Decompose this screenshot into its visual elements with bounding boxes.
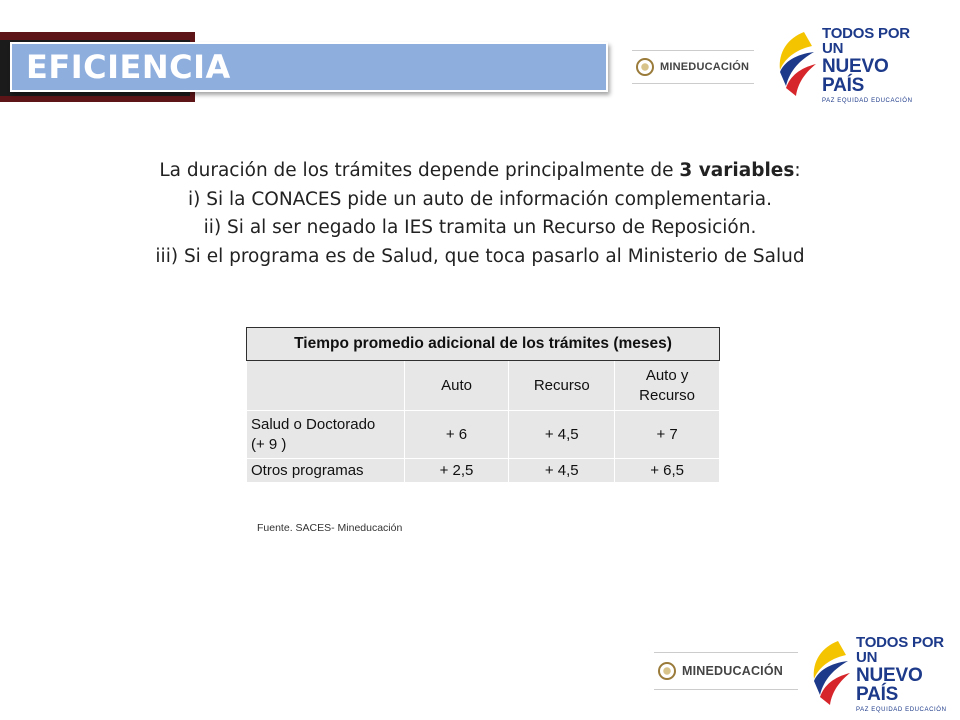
- intro-text: [30, 157, 930, 271]
- colombia-seal-icon: [636, 58, 654, 76]
- intro-lead-bold: 3 variables: [679, 160, 795, 181]
- todos-por-un-nuevo-pais-logo: [774, 25, 924, 104]
- todos-logo-line1: TODOS POR UN: [856, 634, 944, 666]
- table-cell-auto-recurso: + 6,5: [615, 459, 720, 483]
- intro-lead: [30, 157, 930, 186]
- table-header-auto-recurso-line2: Recurso: [639, 386, 696, 404]
- table-row: [247, 411, 720, 459]
- table-header-auto-recurso-line1: Auto y: [645, 366, 689, 384]
- page-title: EFICIENCIA: [26, 48, 231, 86]
- table-cell-auto: + 2,5: [404, 459, 509, 483]
- todos-por-un-nuevo-pais-logo-footer: [808, 634, 958, 713]
- table-cell-auto-recurso: + 7: [615, 411, 720, 459]
- table-cell-recurso: + 4,5: [509, 411, 615, 459]
- source-note: Fuente. SACES- Mineducación: [257, 522, 403, 534]
- intro-lead-colon: :: [794, 160, 801, 181]
- table-header-row: [247, 361, 720, 411]
- intro-item-2: ii) Si al ser negado la IES tramita un Recurso de Reposición.: [203, 217, 757, 238]
- table-header-empty: [247, 361, 405, 411]
- colombia-seal-icon: [658, 662, 676, 680]
- table-row-label: Otros programas: [247, 459, 405, 483]
- todos-logo-line1: TODOS POR UN: [822, 25, 910, 57]
- intro-lead-text: La duración de los trámites depende principalmente de: [159, 160, 680, 181]
- table-cell-auto: + 6: [404, 411, 509, 459]
- table-cell-recurso: + 4,5: [509, 459, 615, 483]
- mineducacion-logo-text: MINEDUCACIÓN: [660, 61, 750, 73]
- table-row-label-line1: Salud o Doctorado: [251, 415, 376, 433]
- table-title: Tiempo promedio adicional de los trámites (meses): [247, 328, 720, 361]
- mineducacion-logo: [632, 50, 754, 84]
- table-header-auto-recurso: [615, 361, 720, 411]
- intro-item-3: iii) Si el programa es de Salud, que toca pasarlo al Ministerio de Salud: [155, 245, 805, 267]
- todos-logo-line2: NUEVO PAÍS: [856, 665, 923, 705]
- table-row-label: [247, 411, 405, 459]
- table-header-recurso: Recurso: [509, 361, 615, 411]
- table-row-label-line2: (+ 9 ): [251, 435, 287, 453]
- table-row: [247, 459, 720, 483]
- table-header-auto: Auto: [404, 361, 509, 411]
- todos-logo-line3: PAZ EQUIDAD EDUCACIÓN: [822, 98, 913, 104]
- intro-item-1: i) Si la CONACES pide un auto de información complementaria.: [187, 188, 772, 210]
- processing-time-table: [246, 327, 720, 483]
- todos-logo-line2: NUEVO PAÍS: [822, 56, 889, 96]
- mineducacion-logo-footer: [654, 652, 798, 690]
- flag-swoosh-icon: [808, 639, 854, 709]
- mineducacion-logo-text: MINEDUCACIÓN: [682, 664, 784, 678]
- todos-logo-line3: PAZ EQUIDAD EDUCACIÓN: [856, 707, 947, 713]
- flag-swoosh-icon: [774, 30, 820, 100]
